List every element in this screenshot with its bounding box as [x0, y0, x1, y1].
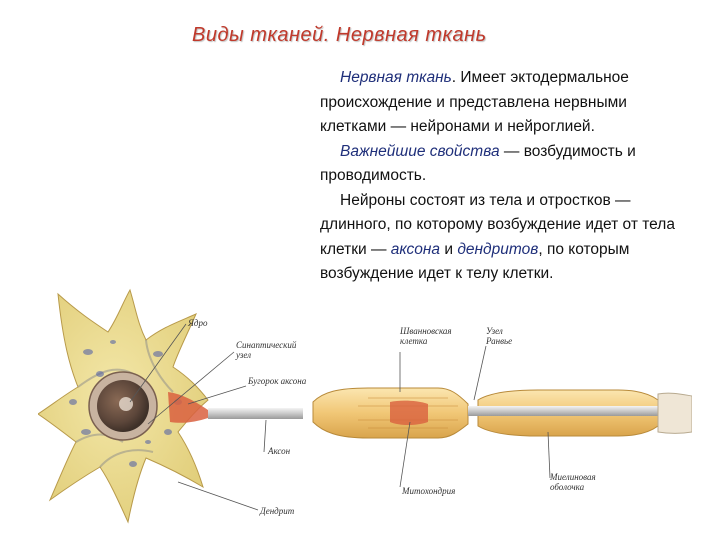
label-schwann-cell-1: Шванновская: [400, 326, 452, 336]
term-nervous-tissue: Нервная ткань: [340, 69, 452, 86]
label-myelin-sheath-2: оболочка: [550, 482, 585, 492]
paragraph-3-text-b: и: [440, 240, 458, 258]
slide-title: Виды тканей. Нервная ткань: [192, 24, 487, 46]
paragraph-3-text-a: Нейроны состоят из тела и отростков — длинного, по которому возбуждение идет от тела клетки —: [320, 191, 675, 258]
term-dendrites: дендритов: [457, 240, 539, 258]
label-dendrite: Дендрит: [260, 506, 295, 516]
paragraph-2: [320, 140, 690, 189]
label-mitochondria: Митохондрия: [402, 486, 456, 496]
paragraph-3-text-c: , по которым возбуждение идет к телу клетки.: [320, 240, 630, 282]
paragraph-1-text: . Имеет эктодермальное происхождение и представлена нервными клетками — нейронами и нейроглией.: [320, 69, 629, 135]
nucleolus: [119, 397, 133, 411]
label-synaptic-node-1: Синаптический: [236, 340, 297, 350]
term-key-properties: Важнейшие свойства: [340, 142, 500, 160]
paragraph-1: [320, 66, 690, 140]
label-myelin-sheath-1: Миелиновая: [550, 472, 596, 482]
label-schwann-cell-2: клетка: [400, 336, 428, 346]
paragraph-3: [320, 189, 690, 287]
label-synaptic-node-2: узел: [236, 350, 252, 360]
myelin-sheath: [313, 388, 692, 438]
term-axon: аксона: [390, 240, 441, 258]
body-text: [320, 66, 690, 287]
neuron-diagram: [38, 282, 692, 540]
neuron-illustration: [38, 282, 692, 540]
label-axon: Аксон: [268, 446, 291, 456]
label-ranvier-node-1: Узел: [486, 326, 503, 336]
paragraph-2-text: — возбудимость и проводимость.: [320, 142, 636, 184]
label-axon-hillock: Бугорок аксона: [248, 376, 307, 386]
label-ranvier-node-2: Ранвье: [486, 336, 513, 346]
label-nucleus: Ядро: [188, 318, 208, 328]
neuron-cell-body: [38, 290, 208, 522]
axon: [208, 408, 303, 419]
